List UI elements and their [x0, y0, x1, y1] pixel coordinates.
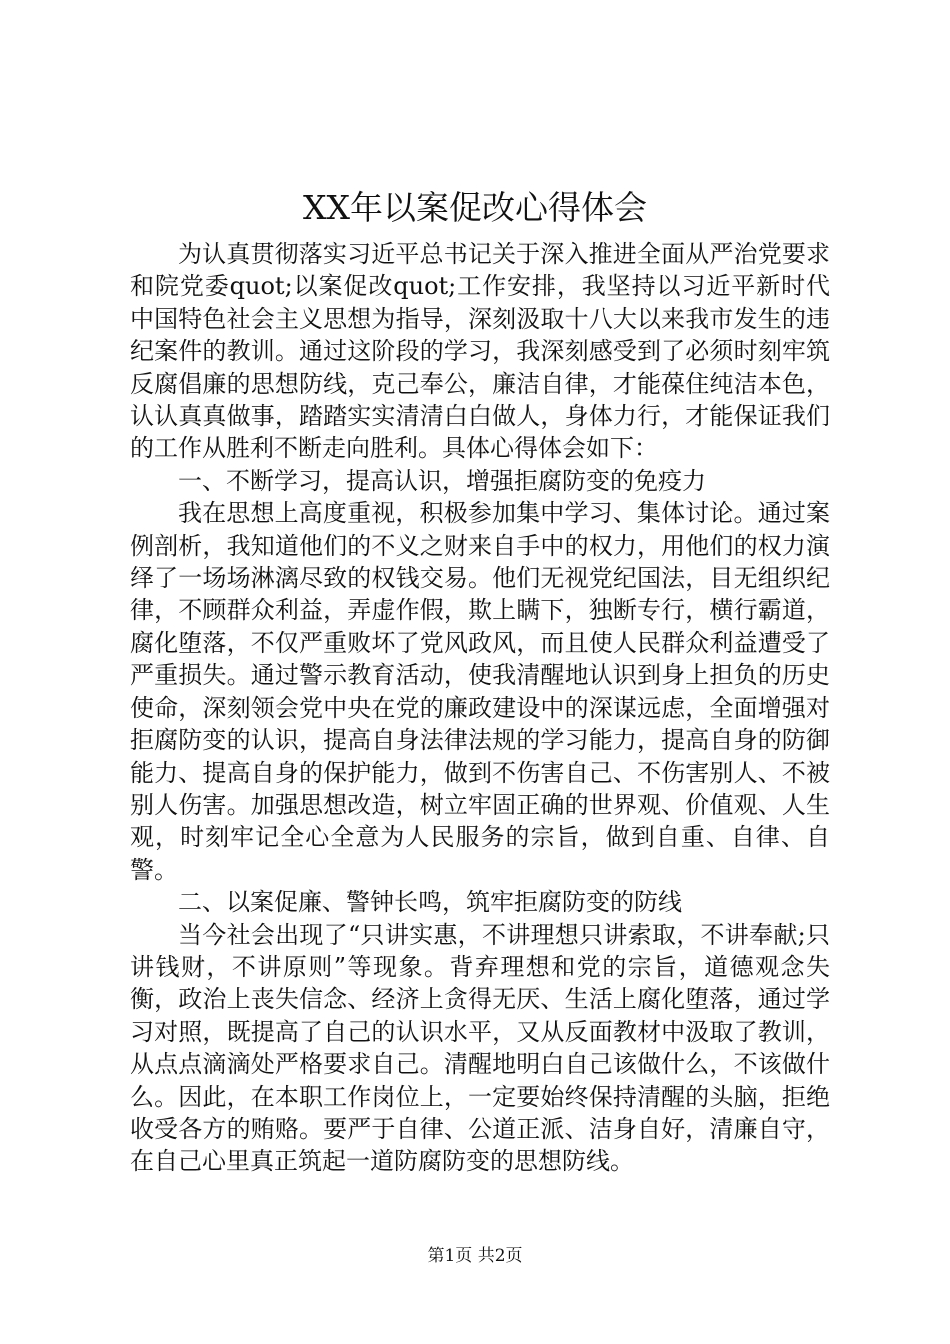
section-heading-2: 二、以案促廉、警钟长鸣，筑牢拒腐防变的防线: [178, 888, 682, 917]
page-number-footer: 第1页 共2页: [427, 1246, 523, 1266]
section-1-paragraph: 我在思想上高度重视，积极参加集中学习、集体讨论。通过案例剖析，我知道他们的不义之财来自手中的权力，用他们的权力演绎了一场场淋漓尽致的权钱交易。他们无视党纪国法，目无组织纪律，不顾群众利益，弄虚作假，欺上瞒下，独断专行，横行霸道，腐化堕落，不仅严重败坏了党风政风，而且使人民群众利益遭受了严重损失。通过警示教育活动，使我清醒地认识到身上担负的历史使命，深刻领会党中央在党的廉政建设中的深谋远虑，全面增强对拒腐防变的认识，提高自身法律法规的学习能力，提高自身的防御能力、提高自身的保护能力，做到不伤害自己、不伤害别人、不被别人伤害。加强思想改造，树立牢固正确的世界观、价值观、人生观，时刻牢记全心全意为人民服务的宗旨，做到自重、自律、自警。: [130, 499, 830, 884]
intro-paragraph: 为认真贯彻落实习近平总书记关于深入推进全面从严治党要求和院党委quot;以案促改quot;工作安排，我坚持以习近平新时代中国特色社会主义思想为指导，深刻汲取十八大以来我市发生的违纪案件的教训。通过这阶段的学习，我深刻感受到了必须时刻牢筑反腐倡廉的思想防线，克己奉公，廉洁自律，才能葆住纯洁本色，认认真真做事，踏踏实实清清白白做人，身体力行，才能保证我们的工作从胜利不断走向胜利。具体心得体会如下：: [130, 240, 830, 463]
section-heading-1: 一、不断学习，提高认识，增强拒腐防变的免疫力: [178, 466, 706, 495]
document-title: XX年以案促改心得体会: [303, 188, 647, 227]
section-2-paragraph: 当今社会出现了“只讲实惠，不讲理想只讲索取，不讲奉献;只讲钱财，不讲原则”等现象。背弃理想和党的宗旨，道德观念失衡，政治上丧失信念、经济上贪得无厌、生活上腐化堕落，通过学习对照，既提高了自己的认识水平，又从反面教材中汲取了教训，从点点滴滴处严格要求自己。清醒地明白自己该做什么，不该做什么。因此，在本职工作岗位上，一定要始终保持清醒的头脑，拒绝收受各方的贿赂。要严于自律、公道正派、洁身自好，清廉自守，在自己心里真正筑起一道防腐防变的思想防线。: [130, 920, 830, 1176]
document-body: [130, 238, 830, 1178]
